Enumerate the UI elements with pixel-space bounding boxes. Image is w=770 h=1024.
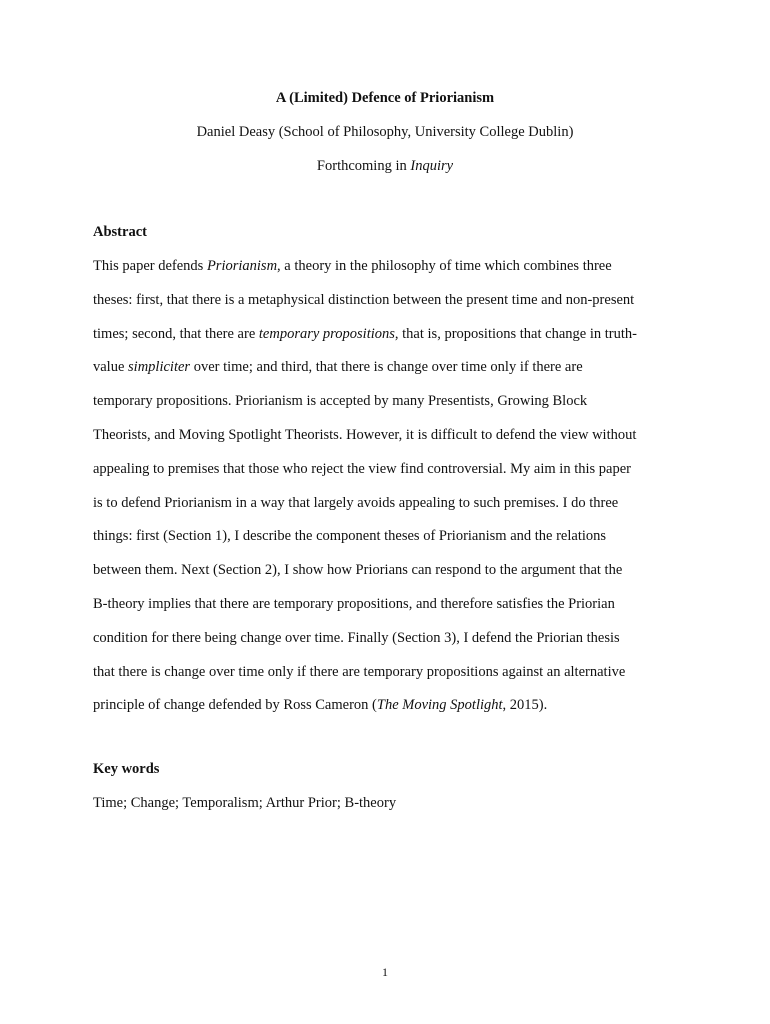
abstract-body xyxy=(93,256,683,729)
abstract-line xyxy=(93,628,683,662)
abstract-text-run: , 2015). xyxy=(502,697,548,714)
abstract-italic-run: temporary propositions xyxy=(258,325,395,342)
abstract-text-run: that there is change over time only if there are temporary propositions against an alternative xyxy=(93,663,626,680)
abstract-text-run: , that is, propositions that change in truth- xyxy=(394,325,637,342)
venue-line xyxy=(0,156,770,176)
venue-journal-name: Inquiry xyxy=(410,158,454,174)
abstract-text-run: appealing to premises that those who reject the view find controversial. My aim in this paper xyxy=(93,460,631,477)
abstract-text-run: , a theory in the philosophy of time which combines three xyxy=(277,258,612,274)
abstract-line xyxy=(93,290,683,324)
abstract-text-run: value xyxy=(93,359,129,376)
abstract-text-run: things: first (Section 1), I describe the component theses of Priorianism and the relations xyxy=(93,528,607,545)
paper-title: A (Limited) Defence of Priorianism xyxy=(275,90,495,106)
abstract-italic-run: Priorianism xyxy=(206,258,278,274)
abstract-italic-run: The Moving Spotlight xyxy=(376,697,503,714)
abstract-text-run: theses: first, that there is a metaphysical distinction between the present time and non-present xyxy=(93,291,635,308)
page-number: 1 xyxy=(382,965,388,979)
abstract-line xyxy=(93,256,683,290)
abstract-line xyxy=(93,357,683,391)
abstract-italic-run: simpliciter xyxy=(128,359,191,376)
venue-prefix: Forthcoming in xyxy=(316,158,411,174)
abstract-line xyxy=(93,594,683,628)
abstract-text-run: between them. Next (Section 2), I show how Priorians can respond to the argument that the xyxy=(93,562,623,579)
abstract-text-run: temporary propositions. Priorianism is accepted by many Presentists, Growing Block xyxy=(93,393,588,410)
abstract-line xyxy=(93,526,683,560)
abstract-heading: Abstract xyxy=(93,224,147,240)
abstract-text-run: B-theory implies that there are temporary propositions, and therefore satisfies the Priorian xyxy=(93,595,615,612)
keywords-heading: Key words xyxy=(93,761,160,777)
abstract-line xyxy=(93,391,683,425)
abstract-line xyxy=(93,695,683,729)
abstract-text-run: This paper defends xyxy=(93,258,207,274)
abstract-line xyxy=(93,425,683,459)
abstract-text-run: times; second, that there are xyxy=(93,325,259,342)
author-line: Daniel Deasy (School of Philosophy, University College Dublin) xyxy=(196,124,574,140)
abstract-line xyxy=(93,459,683,493)
abstract-text-run: over time; and third, that there is change over time only if there are xyxy=(190,359,583,376)
abstract-text-run: principle of change defended by Ross Cameron ( xyxy=(93,697,377,714)
abstract-line xyxy=(93,493,683,527)
abstract-line xyxy=(93,324,683,358)
keywords-list: Time; Change; Temporalism; Arthur Prior; B-theory xyxy=(93,795,397,811)
abstract-text-run: Theorists, and Moving Spotlight Theorists. However, it is difficult to defend the view without xyxy=(93,426,637,443)
abstract-line xyxy=(93,560,683,594)
abstract-text-run: is to defend Priorianism in a way that largely avoids appealing to such premises. I do three xyxy=(93,494,619,511)
abstract-text-run: condition for there being change over time. Finally (Section 3), I defend the Priorian thesis xyxy=(93,629,620,646)
abstract-line xyxy=(93,662,683,696)
